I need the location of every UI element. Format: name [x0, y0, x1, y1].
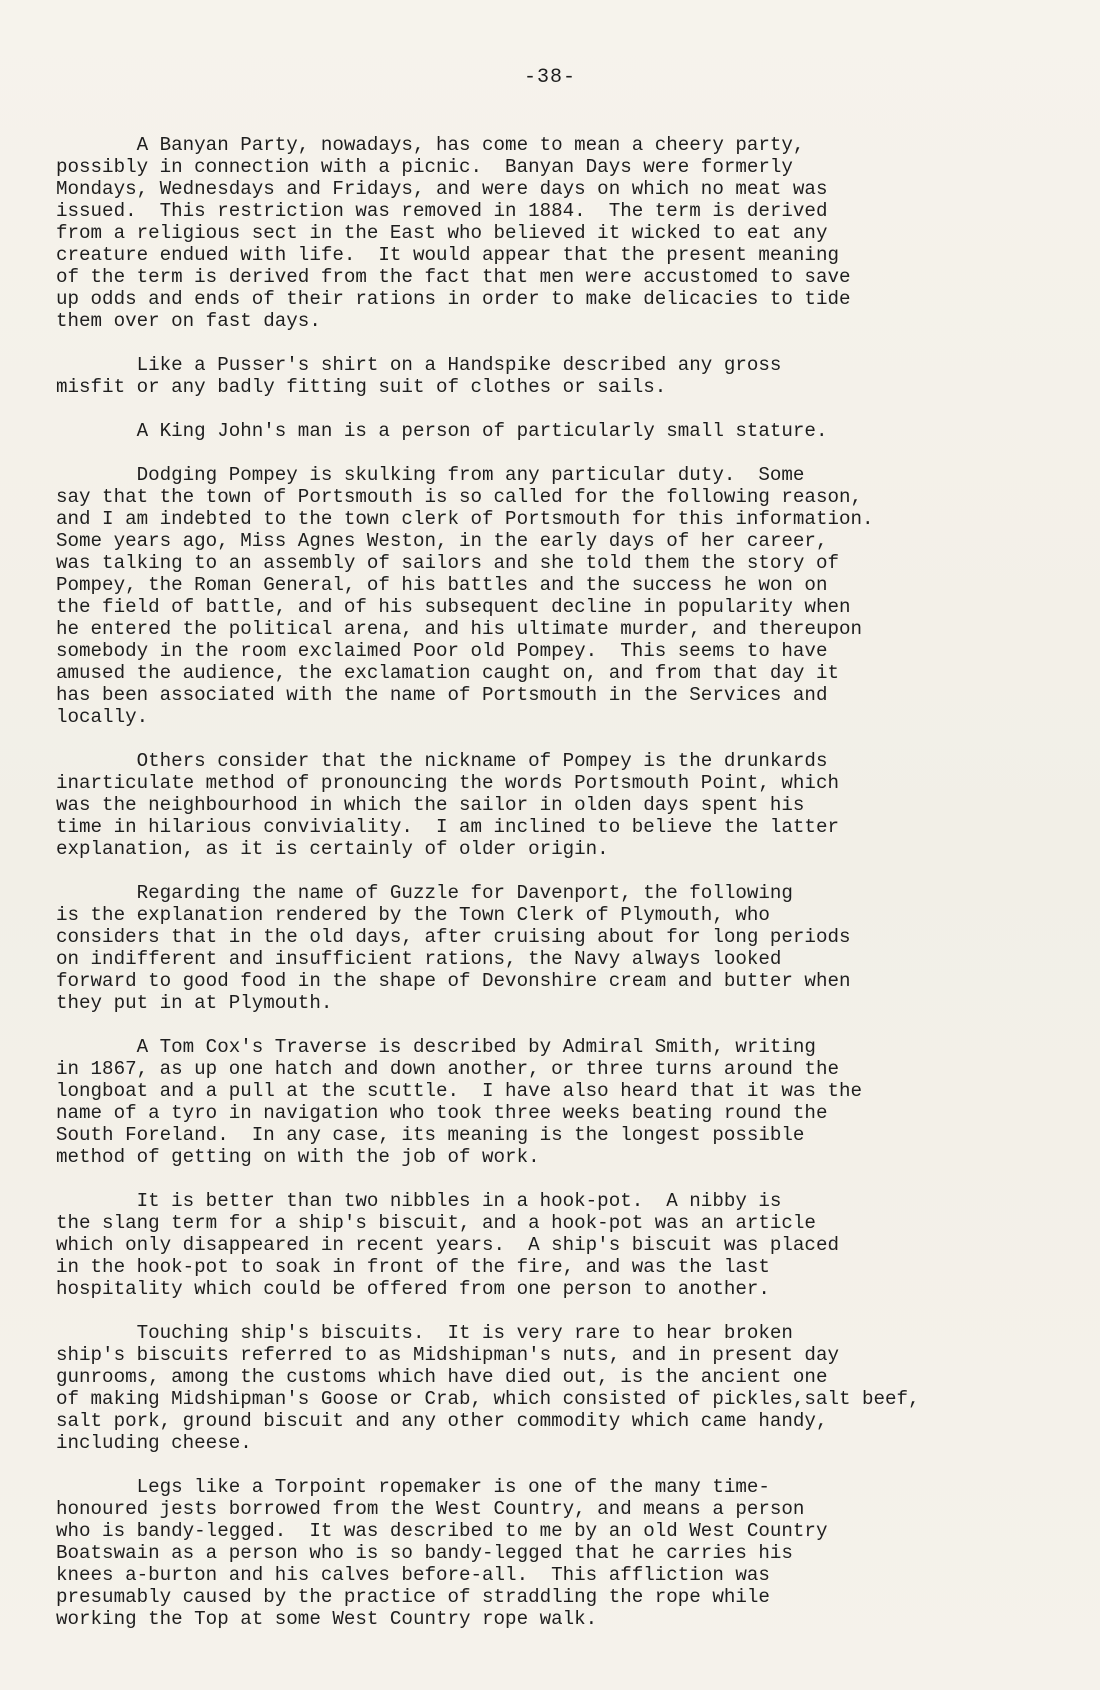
- text-line: longboat and a pull at the scuttle. I have also heard that it was the: [56, 1080, 863, 1102]
- text-line: gunrooms, among the customs which have died out, is the ancient one: [56, 1366, 828, 1388]
- text-line: Touching ship's biscuits. It is very rare to hear broken: [56, 1322, 793, 1344]
- text-line: considers that in the old days, after cruising about for long periods: [56, 926, 851, 948]
- text-line: say that the town of Portsmouth is so called for the following reason,: [56, 486, 863, 508]
- text-line: is the explanation rendered by the Town Clerk of Plymouth, who: [56, 904, 770, 926]
- text-line: salt pork, ground biscuit and any other commodity which came handy,: [56, 1410, 828, 1432]
- text-line: method of getting on with the job of work.: [56, 1146, 540, 1168]
- text-line: Others consider that the nickname of Pompey is the drunkards: [56, 750, 828, 772]
- text-line: South Foreland. In any case, its meaning is the longest possible: [56, 1124, 805, 1146]
- text-line: which only disappeared in recent years. A ship's biscuit was placed: [56, 1234, 839, 1256]
- text-line: Regarding the name of Guzzle for Davenport, the following: [56, 882, 793, 904]
- text-line: possibly in connection with a picnic. Banyan Days were formerly: [56, 156, 793, 178]
- text-line: amused the audience, the exclamation caught on, and from that day it: [56, 662, 839, 684]
- text-line: who is bandy-legged. It was described to me by an old West Country: [56, 1520, 828, 1542]
- paragraph: [56, 1476, 1056, 1630]
- text-line: somebody in the room exclaimed Poor old Pompey. This seems to have: [56, 640, 828, 662]
- text-line: Mondays, Wednesdays and Fridays, and were days on which no meat was: [56, 178, 828, 200]
- text-line: including cheese.: [56, 1432, 252, 1454]
- text-line: Dodging Pompey is skulking from any particular duty. Some: [56, 464, 805, 486]
- text-line: It is better than two nibbles in a hook-pot. A nibby is: [56, 1190, 782, 1212]
- text-line: inarticulate method of pronouncing the words Portsmouth Point, which: [56, 772, 839, 794]
- text-line: Pompey, the Roman General, of his battles and the success he won on: [56, 574, 828, 596]
- text-line: was the neighbourhood in which the sailor in olden days spent his: [56, 794, 805, 816]
- text-line: Legs like a Torpoint ropemaker is one of the many time-: [56, 1476, 770, 1498]
- text-line: A King John's man is a person of particularly small stature.: [56, 420, 828, 442]
- text-line: up odds and ends of their rations in order to make delicacies to tide: [56, 288, 851, 310]
- text-line: them over on fast days.: [56, 310, 321, 332]
- text-line: working the Top at some West Country rope walk.: [56, 1608, 598, 1630]
- paragraph: [56, 420, 1056, 442]
- text-line: locally.: [56, 706, 149, 728]
- paragraph: [56, 1036, 1056, 1168]
- paragraph: [56, 134, 1056, 332]
- paragraph: [56, 354, 1056, 398]
- text-line: he entered the political arena, and his ultimate murder, and thereupon: [56, 618, 863, 640]
- text-line: of making Midshipman's Goose or Crab, which consisted of pickles,salt beef,: [56, 1388, 920, 1410]
- text-line: of the term is derived from the fact that men were accustomed to save: [56, 266, 851, 288]
- paragraph: [56, 750, 1056, 860]
- text-line: has been associated with the name of Portsmouth in the Services and: [56, 684, 828, 706]
- text-line: hospitality which could be offered from one person to another.: [56, 1278, 770, 1300]
- text-line: and I am indebted to the town clerk of Portsmouth for this information.: [56, 508, 874, 530]
- text-line: knees a-burton and his calves before-all. This affliction was: [56, 1564, 770, 1586]
- text-line: on indifferent and insufficient rations, the Navy always looked: [56, 948, 782, 970]
- text-line: the field of battle, and of his subsequent decline in popularity when: [56, 596, 851, 618]
- text-line: Some years ago, Miss Agnes Weston, in the early days of her career,: [56, 530, 828, 552]
- text-line: forward to good food in the shape of Devonshire cream and butter when: [56, 970, 851, 992]
- text-line: ship's biscuits referred to as Midshipman's nuts, and in present day: [56, 1344, 839, 1366]
- text-line: A Banyan Party, nowadays, has come to mean a cheery party,: [56, 134, 805, 156]
- text-line: was talking to an assembly of sailors and she told them the story of: [56, 552, 839, 574]
- text-line: Like a Pusser's shirt on a Handspike described any gross: [56, 354, 782, 376]
- paragraph: [56, 464, 1056, 728]
- page-number: -38-: [523, 66, 576, 89]
- text-line: from a religious sect in the East who believed it wicked to eat any: [56, 222, 828, 244]
- text-line: name of a tyro in navigation who took three weeks beating round the: [56, 1102, 828, 1124]
- text-line: time in hilarious conviviality. I am inclined to believe the latter: [56, 816, 839, 838]
- paragraph: [56, 1190, 1056, 1300]
- text-line: Boatswain as a person who is so bandy-legged that he carries his: [56, 1542, 793, 1564]
- paragraph: [56, 882, 1056, 1014]
- text-line: honoured jests borrowed from the West Country, and means a person: [56, 1498, 805, 1520]
- text-line: creature endued with life. It would appear that the present meaning: [56, 244, 839, 266]
- text-line: in 1867, as up one hatch and down another, or three turns around the: [56, 1058, 839, 1080]
- body-text: [56, 134, 1056, 1652]
- text-line: A Tom Cox's Traverse is described by Admiral Smith, writing: [56, 1036, 816, 1058]
- text-line: issued. This restriction was removed in 1884. The term is derived: [56, 200, 828, 222]
- text-line: explanation, as it is certainly of older origin.: [56, 838, 609, 860]
- paragraph: [56, 1322, 1056, 1454]
- text-line: in the hook-pot to soak in front of the fire, and was the last: [56, 1256, 770, 1278]
- text-line: presumably caused by the practice of straddling the rope while: [56, 1586, 770, 1608]
- text-line: they put in at Plymouth.: [56, 992, 333, 1014]
- text-line: misfit or any badly fitting suit of clothes or sails.: [56, 376, 667, 398]
- text-line: the slang term for a ship's biscuit, and a hook-pot was an article: [56, 1212, 816, 1234]
